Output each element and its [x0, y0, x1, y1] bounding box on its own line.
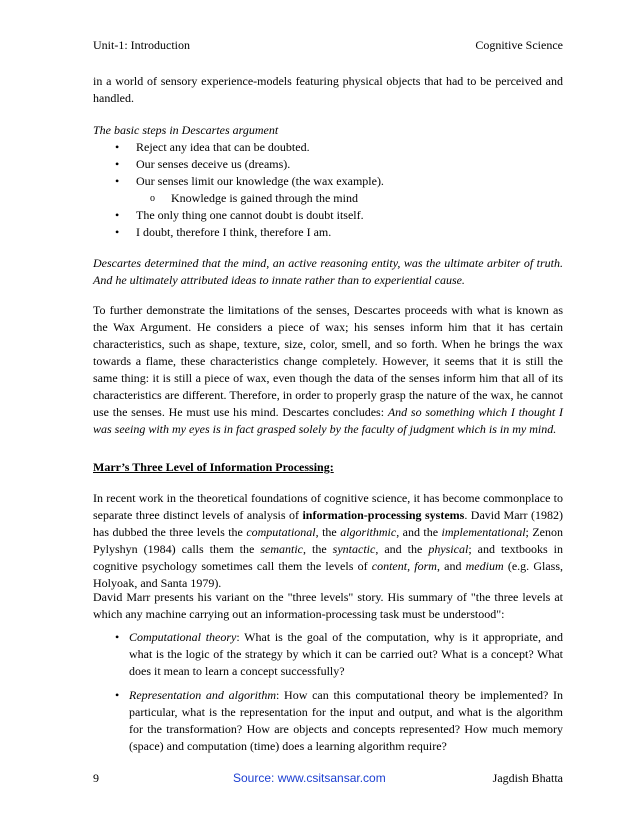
header-subject: Cognitive Science [475, 38, 563, 52]
circle-bullet-icon: o [150, 193, 155, 204]
bullet-icon: • [115, 208, 120, 222]
marr-paragraph: In recent work in the theoretical foundations of cognitive science, it has become commonplace to separate three distinct levels of analysis of information-processing systems. David Marr (1982) has dubbed the three levels the computational, the algorithmic, and the implementational; Zenon Pylyshyn (1984) calls them the semantic, the syntactic, and the physical; and textbooks in cognitive psychology sometimes call them the levels of content, form, and medium (e.g. Glass, Holyoak, and Santa 1979). [93, 491, 563, 590]
header-unit: Unit-1: Introduction [93, 38, 190, 52]
marr-summary-paragraph: David Marr presents his variant on the "three levels" story. His summary of "the three levels at which any machine carrying out an information-processing task must be understood": [93, 590, 563, 621]
bullet-icon: • [115, 225, 120, 239]
section-heading-marr: Marr’s Three Level of Information Processing: [93, 460, 334, 474]
descartes-quote: And so something which I thought I was seeing with my eyes is in fact grasped solely by the faculty of judgment which is in my mind. [93, 405, 563, 436]
source-link[interactable]: Source: www.csitsansar.com [233, 771, 386, 785]
intro-paragraph: in a world of sensory experience-models featuring physical objects that had to be perceived and handled. [93, 74, 563, 105]
steps-heading: The basic steps in Descartes argument [93, 123, 279, 137]
wax-argument-paragraph: To further demonstrate the limitations of the senses, Descartes proceeds with what is known as the Wax Argument. He considers a piece of wax; his senses inform him that it has certain characteristics, such as shape, texture, size, color, smell, and so forth. When he brings the wax towards a flame, these characteristics change completely. However, it seems that it is still the same thing: it is still a piece of wax, even though the data of the senses inform him that all of its characteristics are different. Therefore, in order to properly grasp the nature of the wax, he cannot use the senses. He must use his mind. Descartes concludes: And so something which I thought I was seeing with my eyes is in fact grasped solely by the faculty of judgment which is in my mind. [93, 303, 563, 436]
bullet-icon: • [115, 630, 120, 644]
bullet-icon: • [115, 157, 120, 171]
page-number: 9 [93, 771, 99, 785]
author-name: Jagdish Bhatta [492, 771, 563, 785]
descartes-conclusion: Descartes determined that the mind, an active reasoning entity, was the ultimate arbiter of truth. And he ultimately attributed ideas to innate rather than to experiential cause. [93, 256, 563, 287]
bullet-icon: • [115, 140, 120, 154]
bullet-icon: • [115, 688, 120, 702]
bullet-icon: • [115, 174, 120, 188]
